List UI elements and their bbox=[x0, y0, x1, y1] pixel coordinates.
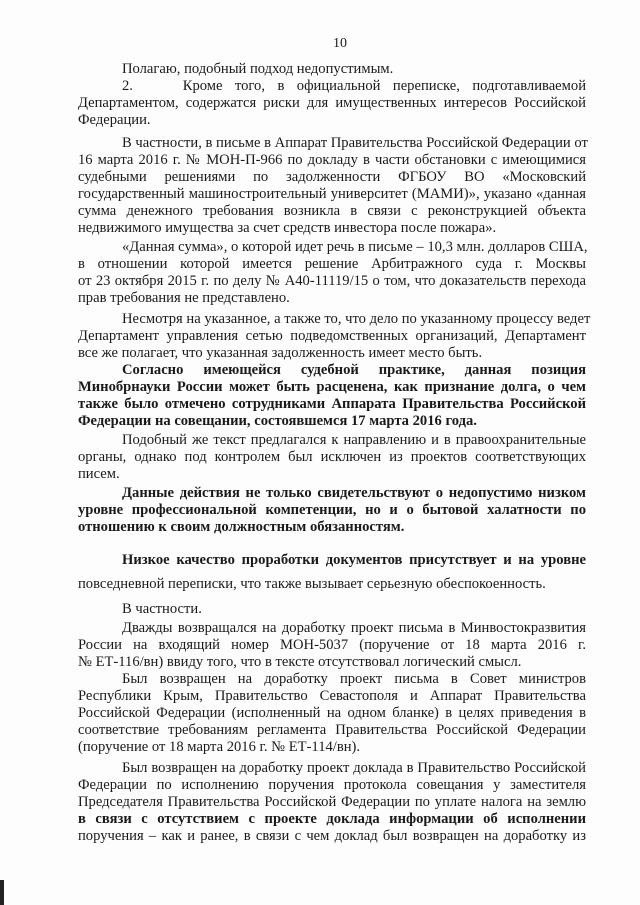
text-line: Председателя Правительства Российской Федерации по уплате налога на землю bbox=[78, 794, 586, 810]
text-line: Республики Крым, Правительство Севастополя и Аппарат Правительства bbox=[78, 688, 586, 704]
text-line: Подобный же текст предлагался к направлению и в правоохранительные bbox=[122, 432, 586, 448]
text-line: Низкое качество проработки документов присутствует и на уровне bbox=[122, 552, 586, 568]
text-line: Данные действия не только свидетельствуют о недопустимо низком bbox=[122, 485, 586, 501]
text-line: Несмотря на указанное, а также то, что дело по указанному процессу ведет bbox=[122, 311, 591, 327]
text-line: соответствие требованиям регламента Правительства Российской Федерации bbox=[78, 722, 586, 738]
text-line: уровне профессиональной компетенции, но и о бытовой халатности по bbox=[78, 502, 586, 518]
text-line: государственный машиностроительный университет (МАМИ)», указано «данная bbox=[78, 186, 586, 202]
text-line: № ЕТ-116/вн) ввиду того, что в тексте отсутствовал логический смысл. bbox=[78, 654, 522, 670]
text-line: Был возвращен на доработку проект письма в Совет министров bbox=[122, 671, 586, 687]
scan-edge-mark bbox=[0, 880, 4, 905]
text-line: в связи с отсутствием с проекте доклада информации об исполнении bbox=[78, 811, 586, 827]
text-line: Согласно имеющейся судебной практике, данная позиция bbox=[122, 362, 586, 378]
page-number: 10 bbox=[333, 36, 347, 51]
text-line: (поручение от 18 марта 2016 г. № ЕТ-114/вн). bbox=[78, 739, 361, 755]
text-line: отношению к своим должностным обязанностям. bbox=[78, 519, 405, 535]
text-line: повседневной переписки, что также вызывает серьезную обеспокоенность. bbox=[78, 576, 546, 592]
text-line: «Данная сумма», о которой идет речь в письме – 10,3 млн. долларов США, bbox=[122, 239, 588, 255]
text-line: Департамент управления сетью подведомственных организаций, Департамент bbox=[78, 328, 586, 344]
text-line: органы, однако под контролем был исключен из проектов соответствующих bbox=[78, 449, 586, 465]
text-line: Российской Федерации (исполненный на одном бланке) в целях приведения в bbox=[78, 705, 586, 721]
text-line: от 23 октября 2015 г. по делу № А40-11119/15 о том, что доказательств перехода bbox=[78, 273, 586, 289]
text-line: поручения – как и ранее, в связи с чем доклад был возвращен на доработку из bbox=[78, 828, 586, 844]
text-line: также было отмечено сотрудниками Аппарата Правительства Российской bbox=[78, 396, 586, 412]
text-line: Был возвращен на доработку проект доклада в Правительство Российской bbox=[122, 760, 586, 776]
text-line: В частности, в письме в Аппарат Правительства Российской Федерации от bbox=[122, 135, 588, 151]
text-line: Полагаю, подобный подход недопустимым. bbox=[122, 61, 394, 77]
text-line: Дважды возвращался на доработку проект письма в Минвостокразвития bbox=[122, 620, 586, 636]
text-line: сумма денежного требования возникла в связи с реконструкцией объекта bbox=[78, 203, 586, 219]
text-line: Федерации. bbox=[78, 112, 151, 128]
text-line: судебными решениями по задолженности ФГБОУ ВО «Московский bbox=[78, 169, 586, 185]
text-line: недвижимого имущества за счет средств инвестора после пожара». bbox=[78, 220, 497, 236]
text-line: В частности. bbox=[122, 601, 202, 617]
text-line: в отношении которой имеется решение Арбитражного суда г. Москвы bbox=[78, 256, 586, 272]
text-line: писем. bbox=[78, 466, 120, 482]
text-line: все же полагает, что указанная задолженность имеет место быть. bbox=[78, 345, 483, 361]
text-line: Федерации на совещании, состоявшемся 17 марта 2016 года. bbox=[78, 413, 477, 429]
text-line: Минобрнауки России может быть расценена, как признание долга, о чем bbox=[78, 379, 586, 395]
text-line: Департаментом, содержатся риски для имущественных интересов Российской bbox=[78, 95, 586, 111]
text-line: 16 марта 2016 г. № МОН-П-966 по докладу в части обстановки с имеющимися bbox=[78, 152, 586, 168]
text-line: Федерации по исполнению поручения протокола совещания у заместителя bbox=[78, 777, 586, 793]
text-line: прав требования не представлено. bbox=[78, 290, 290, 306]
text-line: 2. Кроме того, в официальной переписке, подготавливаемой bbox=[122, 78, 586, 94]
text-line: России на входящий номер МОН-5037 (поручение от 18 марта 2016 г. bbox=[78, 637, 586, 653]
